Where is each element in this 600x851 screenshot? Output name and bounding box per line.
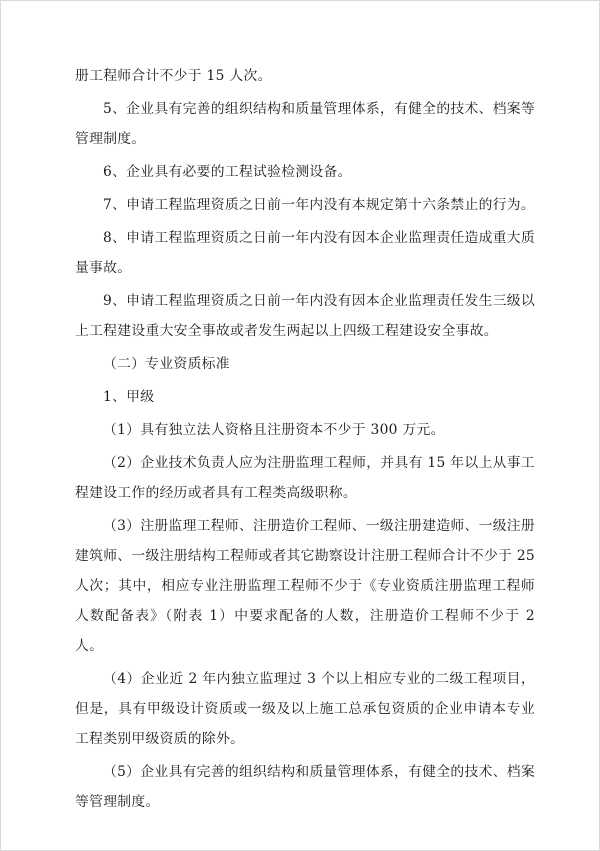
section-heading-professional-standards: （二）专业资质标准	[103, 356, 230, 372]
paragraph-clause-3: （3）注册监理工程师、注册造价工程师、一级注册建造师、一级注册建筑师、一级注册结构工程师或者其它勘察设计注册工程师合计不少于 25 人次；其中，相应专业注册监理工程师不少于《专业资质注册监理工程师人数配备表》（附表 1）中要求配备的人数，注册造价工程师不少于 2 人。	[75, 518, 535, 654]
subsection-heading-grade-a: 1、甲级	[103, 389, 155, 405]
paragraph-item-5: 5、企业具有完善的组织结构和质量管理体系，有健全的技术、档案等管理制度。	[75, 101, 535, 147]
document-body	[75, 61, 535, 817]
paragraph-continuation: 册工程师合计不少于 15 人次。	[75, 68, 272, 84]
paragraph-item-7: 7、申请工程监理资质之日前一年内没有本规定第十六条禁止的行为。	[103, 197, 535, 213]
paragraph-clause-1: （1）具有独立法人资格且注册资本不少于 300 万元。	[103, 422, 445, 438]
paragraph-clause-2: （2）企业技术负责人应为注册监理工程师，并具有 15 年以上从事工程建设工作的经历或者具有工程类高级职称。	[75, 455, 535, 501]
paragraph-item-8: 8、申请工程监理资质之日前一年内没有因本企业监理责任造成重大质量事故。	[75, 230, 535, 276]
paragraph-item-9: 9、申请工程监理资质之日前一年内没有因本企业监理责任发生三级以上工程建设重大安全事故或者发生两起以上四级工程建设安全事故。	[75, 293, 535, 339]
paragraph-clause-5: （5）企业具有完善的组织结构和质量管理体系，有健全的技术、档案等管理制度。	[75, 764, 535, 810]
paragraph-item-6: 6、企业具有必要的工程试验检测设备。	[103, 164, 352, 180]
paragraph-clause-4: （4）企业近 2 年内独立监理过 3 个以上相应专业的二级工程项目，但是，具有甲级设计资质或一级及以上施工总承包资质的企业申请本专业工程类别甲级资质的除外。	[75, 671, 535, 747]
